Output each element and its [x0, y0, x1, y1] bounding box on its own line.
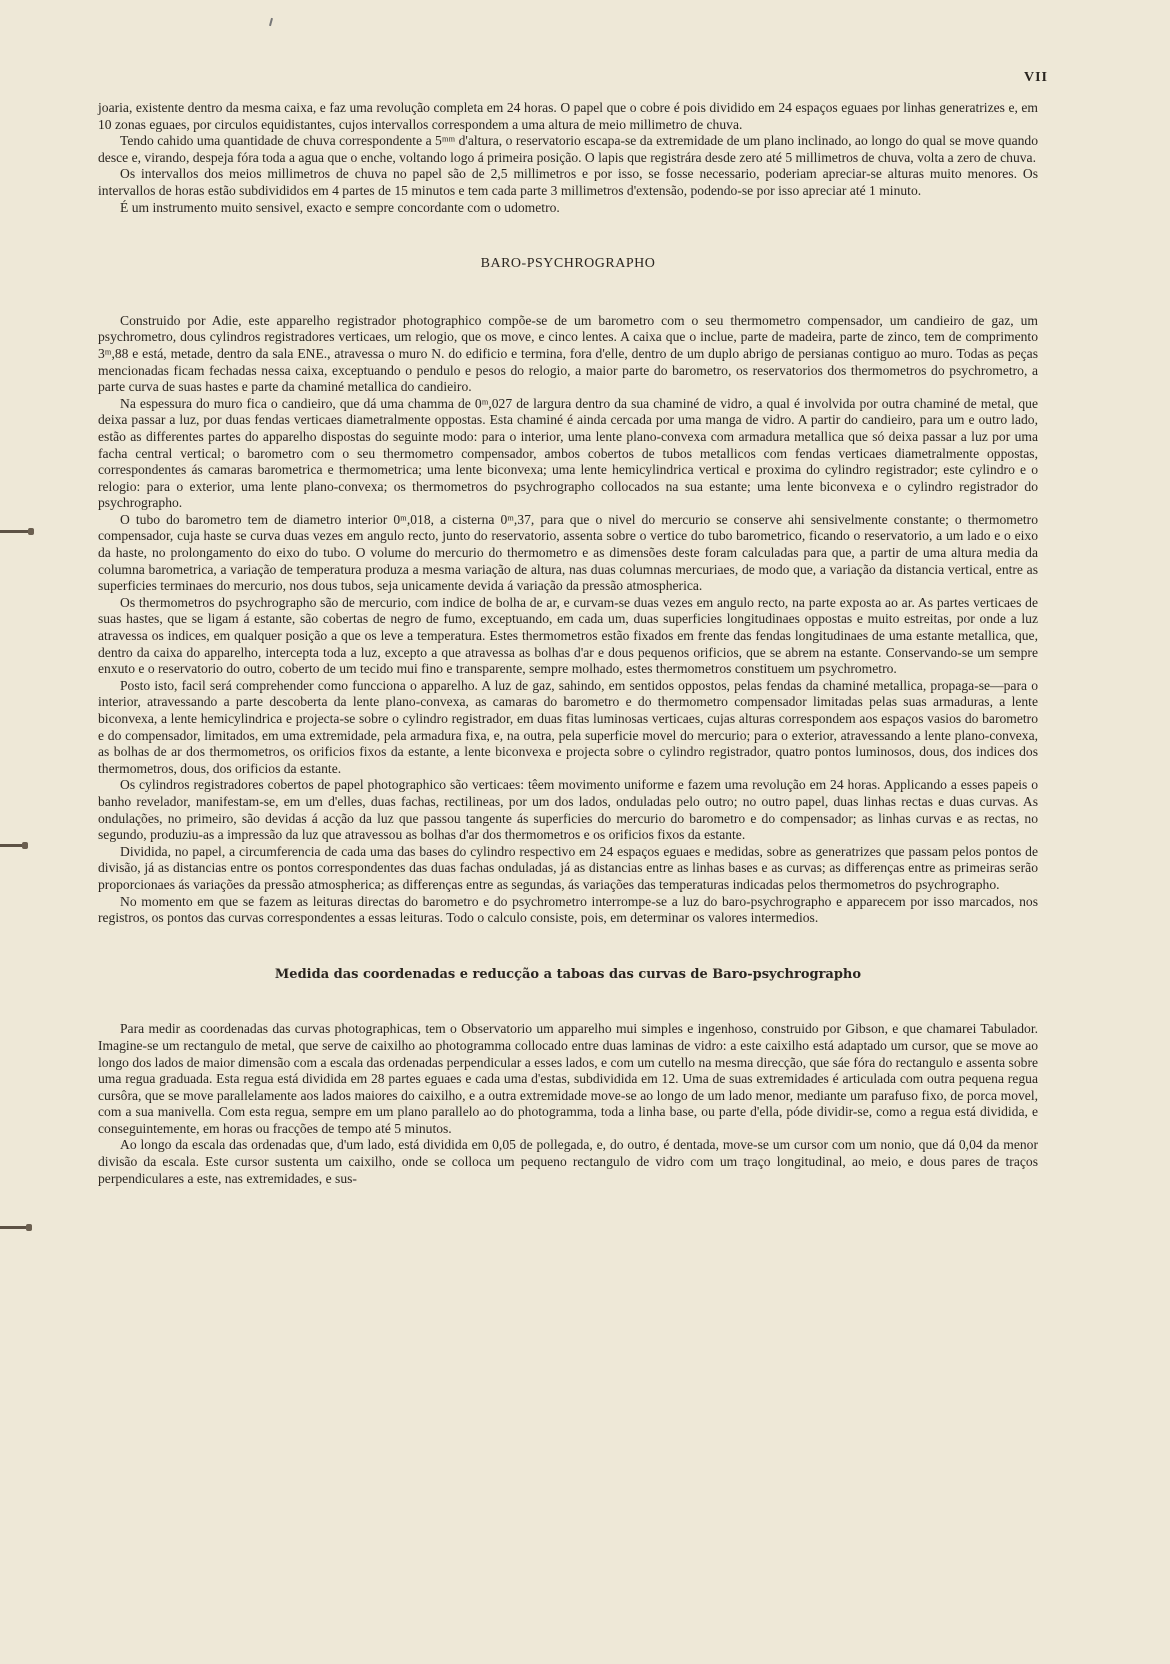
paragraph: Os intervallos dos meios millimetros de chuva no papel são de 2,5 millimetros e por isso, se fosse necessario, poderiam apreciar-se alturas muito menores. Os intervallos de horas estão subdivididos em 4 partes de 15 minutos e tem cada parte 3 millimetros d'extensão, podendo-se por isso apreciar até 1 minuto.: [98, 166, 1038, 198]
paragraph: Dividida, no papel, a circumferencia de cada uma das bases do cylindro respectivo em 24 espaços eguaes e medidas, sobre as generatrizes que passam pelos pontos de divisão, já as distancias entre os pontos correspondentes das duas fachas onduladas, já as distancias entre as linhas bases e as curvas; as differenças entre as primeiras serão proporcionaes ás variações da pressão atmospherica; as differenças entre as segundas, ás variações das temperaturas indicadas pelos thermometros do psychrographo.: [98, 843, 1038, 892]
margin-binding-mark: [0, 530, 28, 533]
section-heading-baro-psychrographo: BARO-PSYCHROGRAPHO: [480, 256, 656, 272]
paragraph: joaria, existente dentro da mesma caixa, e faz uma revolução completa em 24 horas. O papel que o cobre é pois dividido em 24 espaços eguaes por linhas generatrizes e, em 10 zonas eguaes, por circulos equidistantes, cujos intervallos correspondem a uma altura de meio millimetro de chuva.: [98, 100, 1038, 132]
page-content: [98, 100, 1038, 1187]
paragraph: Construido por Adie, este apparelho registrador photographico compõe-se de um barometro com o seu thermometro compensador, um candieiro de gaz, um psychrometro, dous cylindros registradores verticaes, um relogio, que os move, e cinco lentes. A caixa que o inclue, parte de madeira, parte de zinco, tem de comprimento 3ᵐ,88 e está, metade, dentro da sala ENE., atravessa o muro N. do edificio e termina, fora d'elle, dentro de um duplo abrigo de persianas contiguo ao muro. Todas as peças mencionadas ficam fechadas nessa caixa, exceptuando o pendulo e pesos do relogio, a maior parte do barometro, os reservatorios dos thermometros do psychrometro, a parte curva de suas hastes e parte da chaminé metallica do candieiro.: [98, 312, 1038, 395]
page-number: VII: [1023, 70, 1048, 85]
paragraph: Os thermometros do psychrographo são de mercurio, com indice de bolha de ar, e curvam-se duas vezes em angulo recto, na parte exposta ao ar. As partes verticaes de suas hastes, que se ligam á estante, são cobertas de negro de fumo, exceptuando, em cada um, duas superficies longitudinaes oppostas e muito estreitas, por onde a luz atravessa os indices, em qualquer posição a que os leve a temperatura. Estes thermometros estão fixados em frente das fendas longitudinaes de uma estante metallica, que, dentro da caixa do apparelho, intercepta toda a luz, excepto a que atravessa as bolhas d'ar e dous pequenos orificios, que se abrem na estante. Conservando-se um sempre enxuto e o reservatorio do outro, coberto de um tecido mui fino e transparente, sempre molhado, estes thermometros constituem um psychrometro.: [98, 594, 1038, 677]
section-heading-medida-coordenadas: Medida das coordenadas e reducção a taboas das curvas de Baro-psychrographo: [274, 966, 862, 982]
paragraph: É um instrumento muito sensivel, exacto e sempre concordante com o udometro.: [120, 199, 560, 215]
page-speck: [269, 18, 273, 26]
paragraph: Na espessura do muro fica o candieiro, que dá uma chamma de 0ᵐ,027 de largura dentro da sua chaminé de vidro, a qual é involvida por outra chaminé de metal, que deixa passar a luz, por duas fendas verticaes diametralmente oppostas. Esta chaminé é ainda cercada por uma manga de vidro. A partir do candieiro, para um e outro lado, estão as differentes partes do apparelho dispostas do seguinte modo: para o interior, uma lente plano-convexa com armadura metallica que só deixa passar a luz por uma facha central vertical; o barometro com o seu thermometro compensador, ambos cobertos de tubos metallicos com fendas verticaes diametralmente oppostas, correspondentes ás camaras barometrica e thermometrica; uma lente biconvexa; uma lente hemicylindrica vertical e proxima do cylindro registrador; este cylindro e o relogio: para o exterior, uma lente plano-convexa; os thermometros do psychrographo collocados na sua estante; uma lente biconvexa e o cylindro registrador do psychrographo.: [98, 395, 1038, 511]
paragraph: Posto isto, facil será comprehender como funcciona o apparelho. A luz de gaz, sahindo, em sentidos oppostos, pelas fendas da chaminé metallica, propaga-se—para o interior, atravessando a parte descoberta da lente plano-convexa, as camaras do barometro e do thermometro compensador limitadas pelas suas armaduras, a lente biconvexa, a lente hemicylindrica e projecta-se sobre o cylindro registrador, em duas fitas luminosas verticaes, cujas alturas correspondem aos espaços vasios do barometro e do compensador, limitados, em uma extremidade, pela armadura fixa, e, na outra, pela superficie movel do mercurio; para o exterior, atravessando a lente plano-convexa, as bolhas de ar dos thermometros, os orificios fixos da estante, a lente biconvexa e projecta sobre o cylindro registrador, quatro pontos luminosos, dous, dos indices dos thermometros, dous, dos orificios da estante.: [98, 677, 1038, 776]
paragraph: No momento em que se fazem as leituras directas do barometro e do psychrometro interrompe-se a luz do baro-psychrographo e apparecem por isso marcados, nos registros, os pontos das curvas correspondentes a essas leituras. Todo o calculo consiste, pois, em determinar os valores intermedios.: [98, 893, 1038, 926]
paragraph: Tendo cahido uma quantidade de chuva correspondente a 5ᵐᵐ d'altura, o reservatorio escapa-se da extremidade de um plano inclinado, ao longo do qual se move quando desce e, virando, despeja fóra toda a agua que o enche, voltando logo á primeira posição. O lapis que registrára desde zero até 5 millimetros de chuva, volta a zero de chuva.: [98, 133, 1038, 165]
margin-binding-mark: [0, 1226, 26, 1229]
paragraph: O tubo do barometro tem de diametro interior 0ᵐ,018, a cisterna 0ᵐ,37, para que o nivel do mercurio se conserve ahi sensivelmente constante; o thermometro compensador, cuja haste se curva duas vezes em angulo recto, junto do reservatorio, assenta sobre o vertice do tubo barometrico, ficando o reservatorio, a um lado e o eixo da haste, no prolongamento do eixo do tubo. O volume do mercurio do thermometro e as dimensões deste foram calculadas para que, a partir de uma altura media da columna barometrica, a variação de temperatura produza a mesma variação de altura, nas duas columnas mercuriaes, de modo que, a variação da distancia vertical, entre as superficies terminaes do mercurio, nos dous tubos, seja unicamente devida á variação da pressão atmospherica.: [98, 511, 1038, 594]
margin-binding-mark: [0, 844, 22, 847]
paragraph: Os cylindros registradores cobertos de papel photographico são verticaes: têem movimento uniforme e fazem uma revolução em 24 horas. Applicando a esses papeis o banho revelador, manifestam-se, em um d'elles, duas fachas, rectilineas, por um dos lados, onduladas pelo outro; no outro papel, duas linhas rectas e duas curvas. As ondulações, no primeiro, são devidas á acção da luz que passou tangente ás superficies do mercurio do barometro e do compensador; as linhas curvas e as rectas, no segundo, produziu-as a impressão da luz que atravessou as bolhas d'ar dos thermometros e os orificios fixos da estante.: [98, 777, 1038, 843]
paragraph: Ao longo da escala das ordenadas que, d'um lado, está dividida em 0,05 de pollegada, e, do outro, é dentada, move-se um cursor com um nonio, que dá 0,04 da menor divisão da escala. Este cursor sustenta um caixilho, onde se colloca um pequeno rectangulo de vidro com um traço longitudinal, ao meio, e dous pares de traços perpendiculares a este, nas extremidades, e sus-: [98, 1137, 1038, 1186]
paragraph: Para medir as coordenadas das curvas photographicas, tem o Observatorio um apparelho mui simples e ingenhoso, construido por Gibson, e que chamarei Tabulador. Imagine-se um rectangulo de metal, que serve de caixilho ao photogramma collocado entre duas laminas de vidro: a este caixilho está adaptado um cursor, que se move ao longo dos lados de maior dimensão com a escala das ordenadas perpendicular a esses lados, e com um cutello na mesma direcção, que sáe fóra do rectangulo e assenta sobre uma regua graduada. Esta regua está dividida em 28 partes eguaes e cada uma d'estas, subdividida em 12. Uma de suas extremidades é articulada com outra pequena regua cursôra, que se move parallelamente aos lados maiores do caixilho, e a outra extremidade move-se ao longo de um lado menor, mediante um parafuso fixo, de porca movel, com a sua manivella. Com esta regua, sempre em um plano parallelo ao do photogramma, toda a linha base, ou parte d'ella, póde dividir-se, como a regua está dividida, e conseguintemente, em horas ou fracções de tempo até 5 minutos.: [98, 1021, 1038, 1136]
